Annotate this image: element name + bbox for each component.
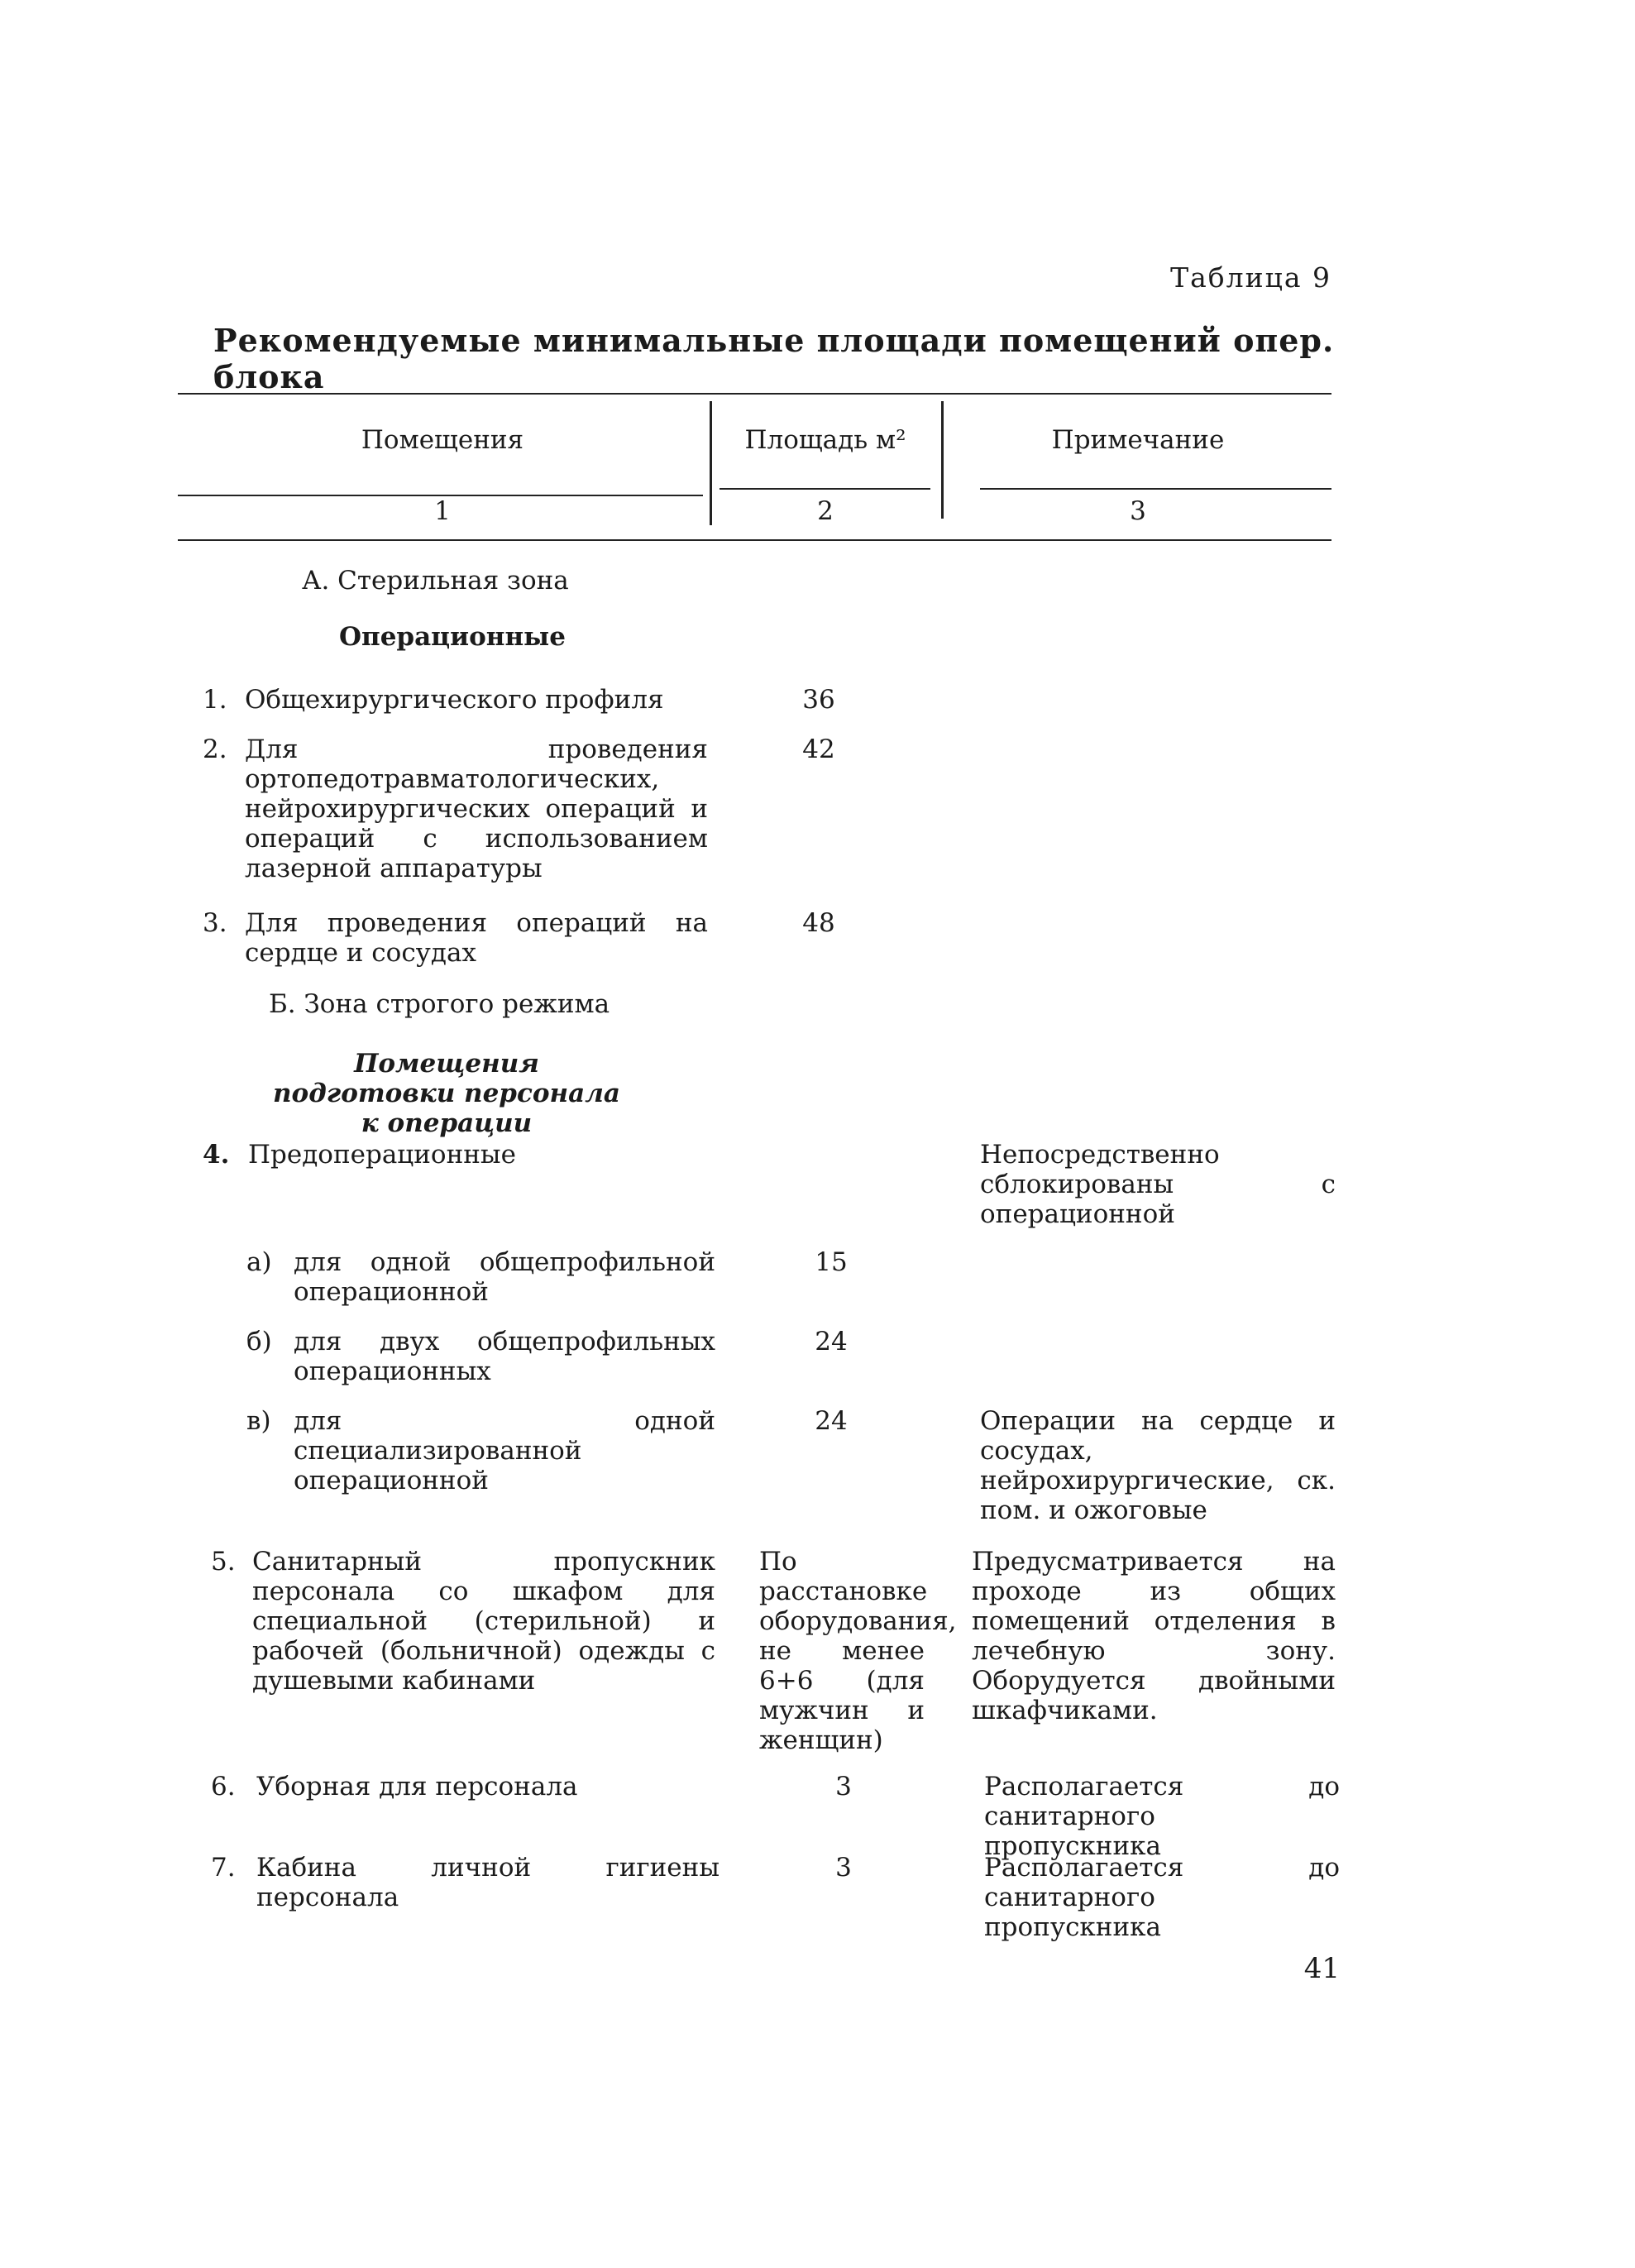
column-number-2: 2 <box>817 496 834 526</box>
subrow-area: 24 <box>815 1327 848 1356</box>
subrow-area: 15 <box>815 1247 848 1277</box>
subrow-letter: а) <box>246 1247 272 1277</box>
section-heading-sterile-zone: А. Стерильная зона <box>302 566 569 596</box>
column-divider-1 <box>710 401 712 525</box>
header-rule-col3 <box>980 488 1331 490</box>
table-header-bottom-rule <box>178 539 1331 541</box>
row-name: Общехирургического профиля <box>245 685 664 715</box>
subheading-staff-preparation: Помещения подготовки персонала к операции <box>273 1049 620 1138</box>
row-name: Для проведения операций на сердце и сосудах <box>245 908 708 968</box>
column-number-1: 1 <box>434 496 451 526</box>
row-area: По расстановке оборудования, не менее 6+6 (для мужчин и женщин) <box>759 1547 957 1755</box>
row-note: Предусматривается на проходе из общих помещений отделения в лечебную зону. Оборудуется двойными шкафчиками. <box>972 1547 1336 1725</box>
table-top-rule <box>178 393 1331 395</box>
subrow-area: 24 <box>815 1406 848 1436</box>
row-area: 42 <box>802 734 835 764</box>
column-header-rooms: Помещения <box>361 425 524 455</box>
row-number: 4. <box>203 1140 230 1170</box>
page-number: 41 <box>1303 1952 1340 1985</box>
row-number: 1. <box>203 685 227 715</box>
subrow-letter: в) <box>246 1406 271 1436</box>
subrow-name: для одной специализированной операционной <box>294 1406 715 1495</box>
column-header-note: Примечание <box>1051 425 1225 455</box>
column-header-area: Площадь м² <box>744 425 906 455</box>
row-number: 3. <box>203 908 227 938</box>
row-area: 36 <box>802 685 835 715</box>
row-number: 6. <box>211 1772 236 1801</box>
row-number: 7. <box>211 1853 236 1883</box>
row-name: Для проведения ортопедотравматологических, нейрохирургических операций и операций с использованием лазерной аппаратуры <box>245 734 708 883</box>
subrow-name: для двух общепрофильных операционных <box>294 1327 715 1386</box>
header-rule-col2 <box>719 488 930 490</box>
row-area: 3 <box>835 1772 852 1801</box>
row-area: 48 <box>802 908 835 938</box>
row-area: 3 <box>835 1853 852 1883</box>
row-note: Непосредственно сблокированы с операционной <box>980 1140 1336 1229</box>
section-heading-strict-zone: Б. Зона строгого режима <box>269 989 610 1019</box>
page-title: Рекомендуемые минимальные площади помещений опер. блока <box>213 322 1335 395</box>
column-number-3: 3 <box>1130 496 1146 526</box>
table-label: Таблица 9 <box>1170 261 1331 294</box>
subheading-operating-rooms: Операционные <box>339 622 566 652</box>
row-note: Располагается до санитарного пропускника <box>984 1853 1340 1942</box>
row-number: 2. <box>203 734 227 764</box>
row-name: Уборная для персонала <box>256 1772 578 1801</box>
subrow-letter: б) <box>246 1327 272 1356</box>
column-divider-2 <box>941 401 944 519</box>
subrow-name: для одной общепрофильной операционной <box>294 1247 715 1307</box>
row-name: Кабина личной гигиены персонала <box>256 1853 719 1912</box>
subrow-note: Операции на сердце и сосудах, нейрохирургические, ск. пом. и ожоговые <box>980 1406 1336 1525</box>
row-name: Предоперационные <box>248 1140 516 1170</box>
row-note: Располагается до санитарного пропускника <box>984 1772 1340 1861</box>
row-name: Санитарный пропускник персонала со шкафом для специальной (стерильной) и рабочей (больничной) одежды с душевыми кабинами <box>252 1547 715 1696</box>
row-number: 5. <box>211 1547 236 1577</box>
